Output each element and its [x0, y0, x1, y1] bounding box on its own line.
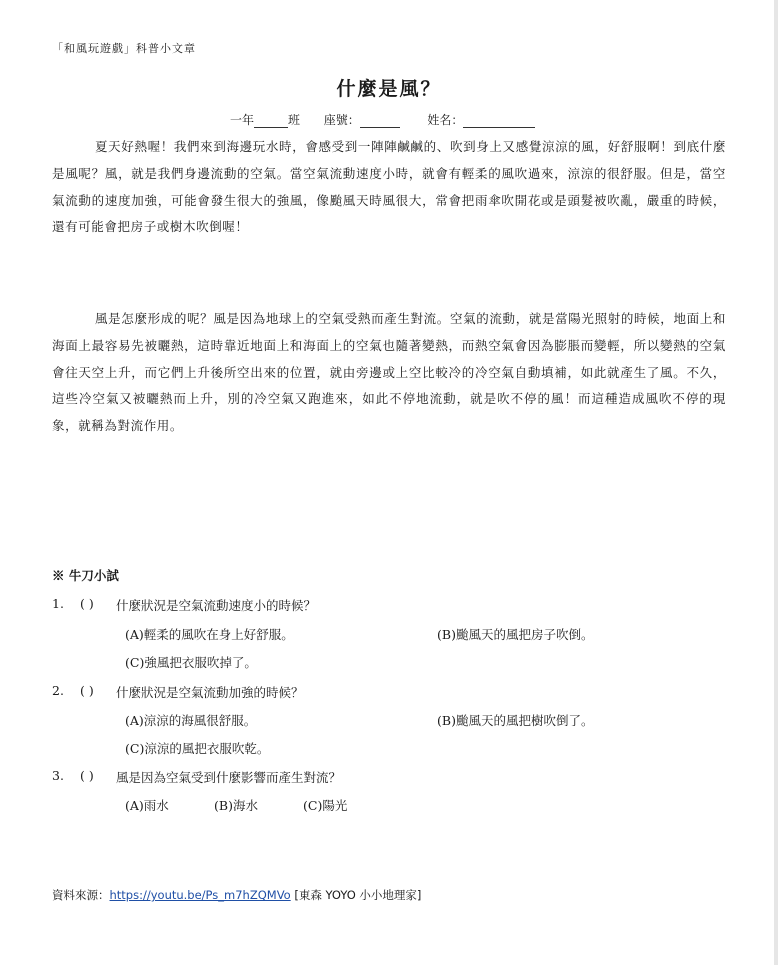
- seat-label: 座號：: [323, 113, 360, 127]
- question-text: 什麼狀況是空氣流動加強的時候？: [116, 685, 304, 700]
- answer-box[interactable]: ( ): [80, 596, 94, 611]
- student-info-line: [230, 111, 535, 128]
- header-label: 「和風玩遊戲」科普小文章: [52, 42, 196, 55]
- name-blank[interactable]: [463, 115, 535, 128]
- question-number: 2.: [52, 683, 64, 698]
- option-a: (A)雨水: [125, 798, 169, 813]
- class-blank[interactable]: [254, 115, 288, 128]
- option-a: (A)輕柔的風吹在身上好舒服。: [125, 627, 294, 642]
- source-credit: [東森 YOYO 小小地理家]: [290, 888, 422, 902]
- option-c: (C)強風把衣服吹掉了。: [125, 655, 257, 670]
- question-text: 什麼狀況是空氣流動速度小的時候？: [116, 598, 317, 613]
- option-b: (B)海水: [214, 798, 258, 813]
- quiz-section-title: ※ 牛刀小試: [52, 568, 119, 583]
- option-a: (A)涼涼的海風很舒服。: [125, 713, 257, 728]
- grade-label: 一年: [230, 113, 255, 127]
- option-b: (B)颱風天的風把房子吹倒。: [437, 627, 594, 642]
- source-label: 資料來源：: [52, 888, 110, 902]
- paragraph-1: 夏天好熱喔！我們來到海邊玩水時，會感受到一陣陣鹹鹹的、吹到身上又感覺涼涼的風，好舒服啊！到底什麼是風呢？風，就是我們身邊流動的空氣。當空氣流動速度小時，就會有輕柔的風吹過來，涼涼的很舒服。但是，當空氣流動的速度加強，可能會發生很大的強風，像颱風天時風很大，常會把雨傘吹開花或是頭髮被吹亂，嚴重的時候，還有可能會把房子或樹木吹倒喔！: [52, 139, 726, 235]
- name-label: 姓名：: [427, 113, 464, 127]
- question-number: 1.: [52, 596, 64, 611]
- paragraph-2: 風是怎麼形成的呢？風是因為地球上的空氣受熱而產生對流。空氣的流動，就是當陽光照射的時候，地面上和海面上最容易先被曬熱，這時靠近地面上和海面上的空氣也隨著變熱，而熱空氣會因為膨脹而變輕，所以變熱的空氣會往天空上升，而它們上升後所空出來的位置，就由旁邊或上空比較冷的冷空氣自動填補，如此就產生了風。不久，這些冷空氣又被曬熱而上升，別的冷空氣又跑進來，如此不停地流動，就是吹不停的風！而這種造成風吹不停的現象，就稱為對流作用。: [52, 311, 726, 434]
- source-link[interactable]: https://youtu.be/Ps_m7hZQMVo: [109, 888, 291, 902]
- option-c: (C)涼涼的風把衣服吹乾。: [125, 741, 270, 756]
- page-edge-shadow: [774, 0, 778, 965]
- option-c: (C)陽光: [303, 798, 348, 813]
- question-text: 風是因為空氣受到什麼影響而產生對流？: [116, 770, 342, 785]
- page-title: 什麼是風？: [336, 78, 442, 100]
- answer-box[interactable]: ( ): [80, 768, 94, 783]
- class-label: 班: [288, 113, 301, 127]
- option-b: (B)颱風天的風把樹吹倒了。: [437, 713, 594, 728]
- source-citation: [52, 887, 421, 903]
- answer-box[interactable]: ( ): [80, 683, 94, 698]
- question-number: 3.: [52, 768, 64, 783]
- seat-blank[interactable]: [360, 115, 400, 128]
